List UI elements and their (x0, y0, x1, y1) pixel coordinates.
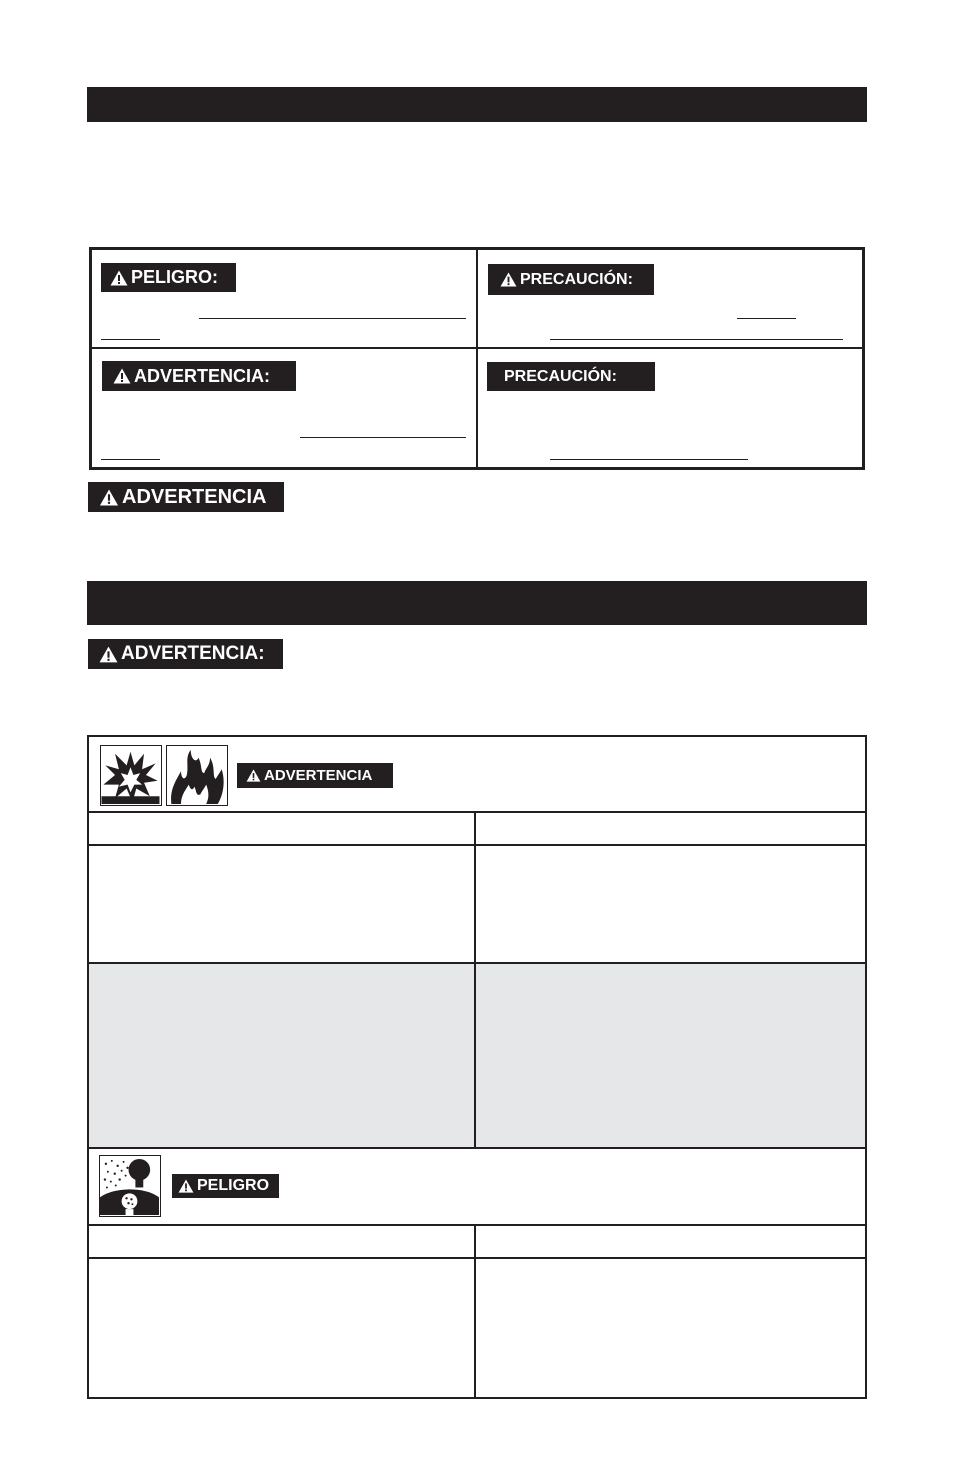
warning-triangle-icon (500, 272, 517, 287)
blank-line (300, 437, 466, 438)
precaucion-nosymbol-label-text: PRECAUCIÓN: (504, 367, 617, 385)
blank-line (101, 339, 160, 340)
table-divider (89, 811, 865, 813)
hazard-table-shaded-row (89, 963, 865, 1148)
section-header-bar-2 (87, 581, 867, 625)
table-divider (89, 844, 865, 846)
precaucion-nosymbol-label (487, 362, 655, 391)
signal-words-hdivider (91, 347, 863, 349)
warning-triangle-icon (246, 769, 261, 782)
peligro-label-text: PELIGRO: (131, 267, 219, 287)
explosion-icon (100, 745, 162, 806)
section-header-bar-1 (87, 87, 867, 122)
advertencia-table-label (237, 763, 393, 788)
table-divider (89, 1147, 865, 1149)
table-column-divider (474, 812, 476, 1148)
table-column-divider (474, 1225, 476, 1397)
advertencia-section-text: ADVERTENCIA: (121, 643, 265, 664)
table-divider (89, 1224, 865, 1226)
precaucion-label-text: PRECAUCIÓN: (520, 270, 633, 288)
table-divider (89, 1257, 865, 1259)
advertencia-table-text: ADVERTENCIA (264, 767, 373, 784)
blank-line (737, 318, 796, 319)
warning-triangle-icon (110, 270, 128, 286)
warning-triangle-icon (99, 489, 119, 506)
blank-line (101, 459, 160, 460)
warning-triangle-icon (99, 646, 118, 663)
blank-line (199, 318, 466, 319)
signal-words-vdivider (476, 249, 478, 468)
table-divider (89, 962, 865, 964)
blank-line (550, 459, 748, 460)
fire-icon (166, 745, 228, 806)
advertencia-label (102, 361, 296, 391)
advertencia-notice-label (88, 482, 284, 512)
precaucion-label (488, 264, 654, 295)
advertencia-notice-text: ADVERTENCIA (122, 485, 267, 508)
warning-triangle-icon (178, 1179, 194, 1193)
toxic-fumes-icon (99, 1155, 161, 1217)
blank-line (550, 339, 843, 340)
warning-triangle-icon (113, 368, 131, 384)
peligro-table-label (172, 1174, 279, 1198)
peligro-table-text: PELIGRO (197, 1177, 270, 1194)
peligro-label (101, 263, 236, 292)
advertencia-section-label (88, 639, 283, 669)
advertencia-label-text: ADVERTENCIA: (134, 365, 271, 386)
